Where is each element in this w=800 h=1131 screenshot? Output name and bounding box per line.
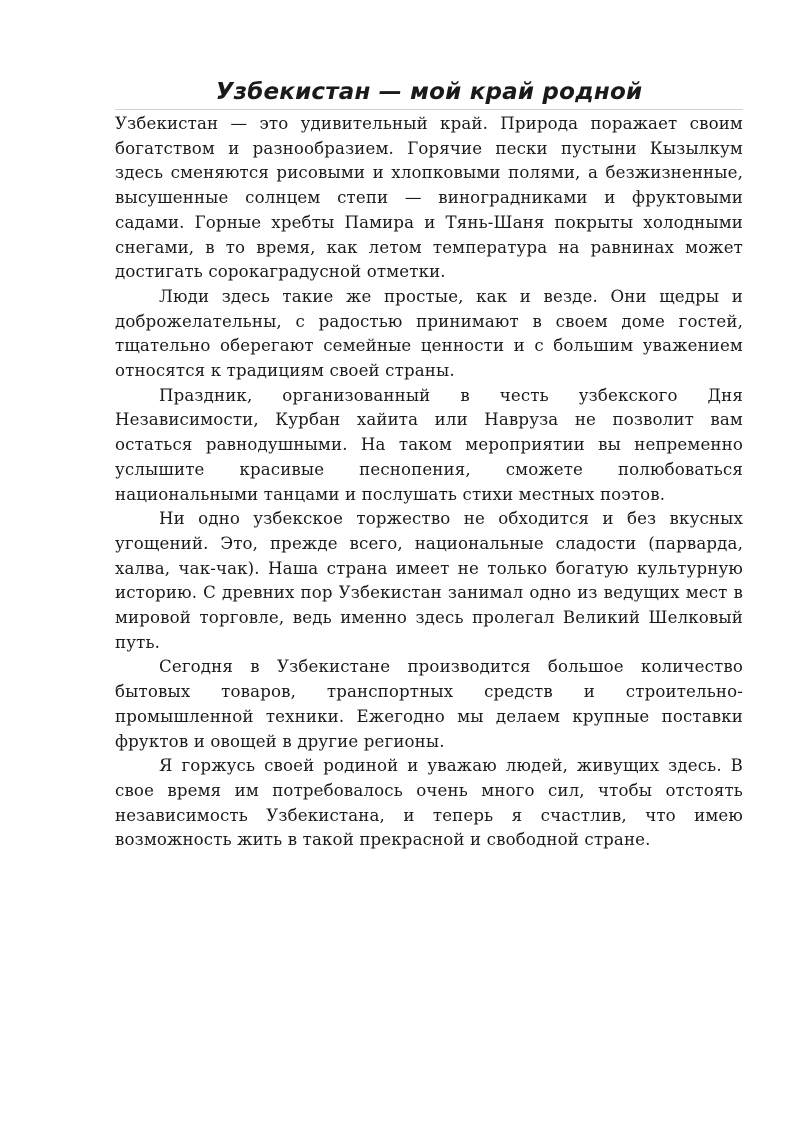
paragraph: Я горжусь своей родиной и уважаю людей, живущих здесь. В свое время им потребовалось очень много сил, чтобы отстоять независимость Узбекистана, и теперь я счастлив, что имею возможность жить в такой прекрасной и свободной стране. (115, 756, 743, 850)
paragraph: Люди здесь такие же простые, как и везде. Они щедры и доброжелательны, с радостью принимают в своем доме гостей, тщательно оберегают семейные ценности и с большим уважением относятся к традициям своей страны. (115, 286, 743, 381)
paragraph: Ни одно узбекское торжество не обходится и без вкусных угощений. Это, прежде всего, национальные сладости (парварда, халва, чак-чак). Наша страна имеет не только богатую культурную историю. С древних пор Узбекистан занимал одно из ведущих мест в мировой торговле, ведь именно здесь пролегал Великий Шелковый путь. (115, 509, 743, 652)
document-body (115, 112, 743, 853)
paragraph: Сегодня в Узбекистане производится большое количество бытовых товаров, транспортных средств и строительно-промышленной техники. Ежегодно мы делаем крупные поставки фруктов и овощей в другие регионы. (115, 657, 743, 751)
paragraph: Узбекистан — это удивительный край. Природа поражает своим богатством и разнообразием. Горячие пески пустыни Кызылкум здесь сменяются рисовыми и хлопковыми полями, а безжизненные, высушенные солнцем степи — виноградниками и фруктовыми садами. Горные хребты Памира и Тянь-Шаня покрыты холодными снегами, в то время, как летом температура на равнинах может достигать сорокаградусной отметки. (115, 114, 743, 282)
paragraph: Праздник, организованный в честь узбекского Дня Независимости, Курбан хайита или Навруза не позволит вам остаться равнодушными. На таком мероприятии вы непременно услышите красивые песнопения, сможете полюбоваться национальными танцами и послушать стихи местных поэтов. (115, 385, 743, 504)
document-page (115, 76, 743, 853)
document-title: Узбекистан — мой край родной (115, 76, 743, 110)
